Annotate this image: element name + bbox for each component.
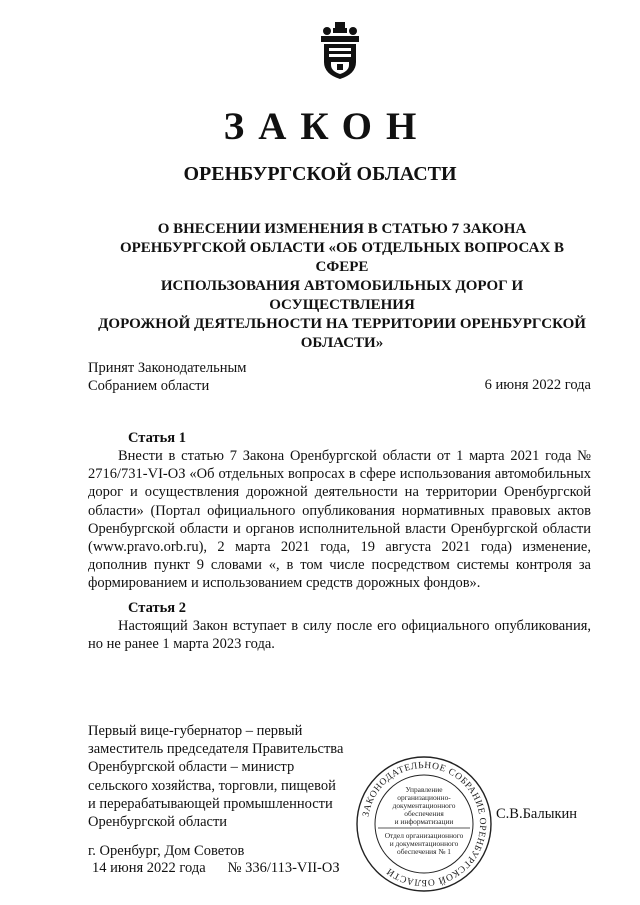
article-1-text: Внести в статью 7 Закона Оренбургской области от 1 марта 2021 года № 2716/731-VI-ОЗ «Об отдельных вопросах в сфере использования автомобильных дорог и осуществления дорожной деятельности на территории Оренбургской области» (Портал официального опубликования нормативных правовых актов Оренбургской области и органов исполнительной власти Оренбургской области (www.pravo.orb.ru), 2 марта 2021 года, 19 августа 2021 года) изменение, дополнив пункт 9 словами «, в том числе посредством системы контроля за формированием и использованием средств дорожных фондов».	[88, 448, 591, 592]
law-date: 14 июня 2022 года	[92, 860, 206, 876]
subtitle-line: ИСПОЛЬЗОВАНИЯ АВТОМОБИЛЬНЫХ ДОРОГ И ОСУЩЕСТВЛЕНИЯ	[160, 278, 524, 313]
law-date-number	[92, 860, 340, 877]
stamp-line: и документационного	[389, 839, 459, 848]
signatory-line: сельского хозяйства, торговли, пищевой	[88, 777, 336, 794]
stamp-line: и информатизации	[394, 817, 454, 826]
law-title: ЗАКОН	[223, 105, 431, 148]
adoption-note	[88, 359, 246, 395]
adoption-date: 6 июня 2022 года	[484, 377, 591, 393]
law-subtitle	[92, 220, 592, 353]
signatory-name: С.В.Балыкин	[496, 806, 578, 822]
signatory-line: Оренбургской области – министр	[88, 759, 295, 776]
stamp-line: документационного	[392, 801, 456, 810]
coat-of-arms-icon	[318, 22, 362, 80]
stamp-line: организационно-	[397, 793, 451, 802]
office-stamp-icon	[354, 754, 494, 894]
signatory-line: Первый вице-губернатор – первый	[88, 723, 303, 739]
law-number: № 336/113-VII-ОЗ	[227, 860, 340, 876]
subtitle-line: ОРЕНБУРГСКОЙ ОБЛАСТИ «ОБ ОТДЕЛЬНЫХ ВОПРОСАХ В СФЕРЕ	[119, 240, 565, 275]
stamp-line: Отдел организационного	[384, 831, 464, 840]
stamp-ring-text: ЗАКОНОДАТЕЛЬНОЕ СОБРАНИЕ ОРЕНБУРГСКОЙ ОБЛАСТИ	[361, 760, 488, 888]
signatory-line: заместитель председателя Правительства	[88, 741, 344, 758]
article-2-text: Настоящий Закон вступает в силу после его официального опубликования, но не ранее 1 марта 2023 года.	[88, 618, 591, 653]
subtitle-line: О ВНЕСЕНИИ ИЗМЕНЕНИЯ В СТАТЬЮ 7 ЗАКОНА	[157, 221, 527, 237]
signatory-line: и перерабатывающей промышленности	[88, 795, 333, 812]
article-2-heading: Статья 2	[128, 600, 186, 616]
stamp-line: обеспечения № 1	[397, 847, 451, 856]
signatory-title	[88, 722, 343, 831]
signatory-line: Оренбургской области	[88, 814, 228, 831]
adoption-line: Собранием области	[88, 378, 210, 394]
subtitle-line: ДОРОЖНОЙ ДЕЯТЕЛЬНОСТИ НА ТЕРРИТОРИИ ОРЕНБУРГСКОЙ	[98, 316, 586, 332]
region-title: ОРЕНБУРГСКОЙ ОБЛАСТИ	[183, 163, 457, 185]
stamp-line: Управление	[405, 785, 443, 794]
article-1-heading: Статья 1	[128, 430, 186, 446]
subtitle-line: ОБЛАСТИ»	[300, 335, 384, 351]
stamp-line: обеспечения	[404, 809, 444, 818]
adoption-line: Принят Законодательным	[88, 360, 247, 376]
signing-place: г. Оренбург, Дом Советов	[88, 843, 245, 859]
